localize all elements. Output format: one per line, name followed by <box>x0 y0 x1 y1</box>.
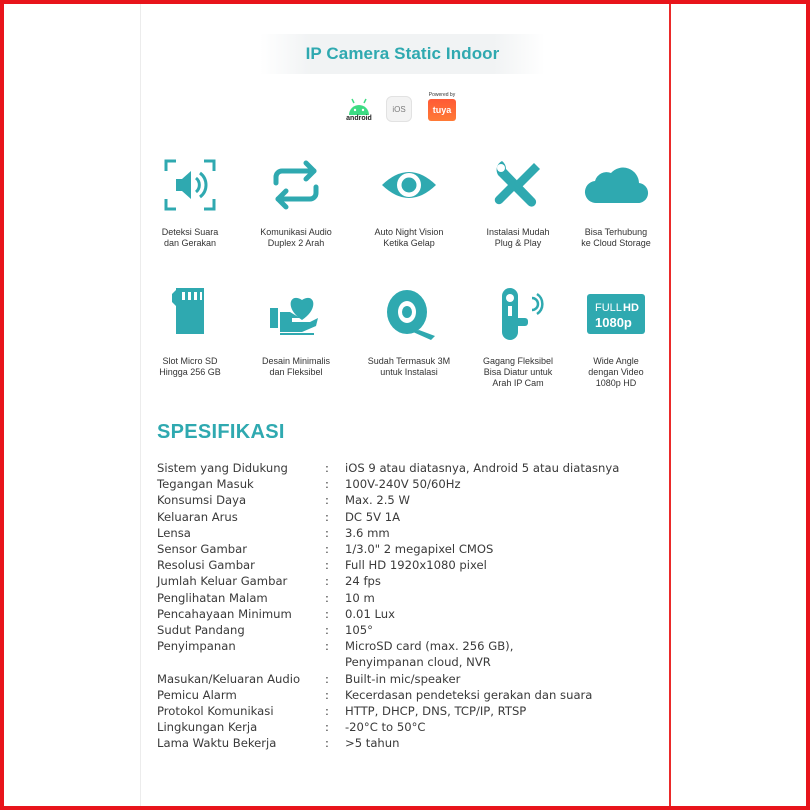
spec-value: 24 fps <box>345 574 381 589</box>
spec-colon: : <box>325 493 329 508</box>
platform-logos <box>340 92 464 128</box>
feature-caption-3: Arah IP Cam <box>492 378 544 388</box>
spec-row <box>157 606 647 622</box>
spec-value: 105° <box>345 623 373 638</box>
spec-colon: : <box>325 704 329 719</box>
feature-caption-1: Auto Night Vision <box>374 227 444 237</box>
feature-sound-detection <box>138 155 242 249</box>
feature-caption-2: Duplex 2 Arah <box>267 238 325 248</box>
spec-value: 10 m <box>345 590 375 605</box>
feature-caption-2: dengan Video <box>588 367 644 377</box>
spec-key: Keluaran Arus <box>157 509 238 524</box>
spec-colon-blank <box>325 654 345 670</box>
spec-key: Masukan/Keluaran Audio <box>157 671 301 686</box>
feature-caption-1: Deteksi Suara <box>161 227 219 237</box>
title-banner <box>260 34 545 74</box>
left-divider <box>140 4 141 806</box>
spec-row <box>157 671 647 687</box>
cloud-icon <box>581 155 651 215</box>
spec-value: 0.01 Lux <box>345 606 395 621</box>
spec-colon: : <box>325 736 329 751</box>
spec-colon: : <box>325 671 329 686</box>
spec-key: Protokol Komunikasi <box>157 704 274 719</box>
spec-row <box>157 573 647 589</box>
feature-night-vision <box>357 155 461 249</box>
spec-colon: : <box>325 606 329 621</box>
spec-row <box>157 735 647 751</box>
spec-key <box>157 654 325 670</box>
feature-two-way-audio <box>244 155 348 249</box>
spec-value: -20°C to 50°C <box>345 720 426 735</box>
spec-colon: : <box>325 525 329 540</box>
feature-caption-1: Gagang Fleksibel <box>482 356 554 366</box>
spec-value: Kecerdasan pendeteksi gerakan dan suara <box>345 687 593 702</box>
feature-caption-1: Desain Minimalis <box>261 356 331 366</box>
spec-value: HTTP, DHCP, DNS, TCP/IP, RTSP <box>345 704 527 719</box>
spec-value: MicroSD card (max. 256 GB), <box>345 639 514 654</box>
spec-value: Full HD 1920x1080 pixel <box>345 558 487 573</box>
spec-colon: : <box>325 720 329 735</box>
spec-key: Konsumsi Daya <box>157 493 247 508</box>
feature-caption-2: Plug & Play <box>494 238 542 248</box>
spec-key: Lama Waktu Bekerja <box>157 736 277 751</box>
feature-caption-2: dan Fleksibel <box>269 367 323 377</box>
spec-row <box>157 622 647 638</box>
feature-caption-1: Slot Micro SD <box>162 356 218 366</box>
feature-full-hd <box>564 284 668 389</box>
feature-caption-1: Wide Angle <box>593 356 639 366</box>
spec-key: Sensor Gambar <box>157 542 248 557</box>
spec-colon: : <box>325 623 329 638</box>
hd-badge-res: 1080p <box>595 315 632 330</box>
spec-colon: : <box>325 687 329 702</box>
spec-row <box>157 687 647 703</box>
feature-caption-1: Instalasi Mudah <box>486 227 550 237</box>
spec-colon: : <box>325 639 329 654</box>
spec-value: 3.6 mm <box>345 525 390 540</box>
spec-row <box>157 638 647 654</box>
full-hd-icon <box>581 284 651 344</box>
hd-badge-hd: HD <box>623 302 639 314</box>
sd-card-icon <box>160 284 220 344</box>
spec-row <box>157 525 647 541</box>
right-divider <box>669 4 671 806</box>
spec-value: 1/3.0" 2 megapixel CMOS <box>345 542 494 557</box>
spec-row <box>157 460 647 476</box>
hand-heart-icon <box>266 284 326 344</box>
spec-value: Penyimpanan cloud, NVR <box>345 655 491 670</box>
spec-table <box>157 460 647 752</box>
feature-caption-2: Bisa Diatur untuk <box>483 367 553 377</box>
spec-value: 100V-240V 50/60Hz <box>345 477 461 492</box>
spec-row <box>157 703 647 719</box>
spec-value: >5 tahun <box>345 736 400 751</box>
spec-key: Tegangan Masuk <box>157 477 254 492</box>
spec-key: Pemicu Alarm <box>157 687 237 702</box>
tools-icon <box>488 155 548 215</box>
spec-value: DC 5V 1A <box>345 509 401 524</box>
spec-value: iOS 9 atau diatasnya, Android 5 atau diatasnya <box>345 461 620 475</box>
hd-badge-full: FULL <box>595 302 622 314</box>
sound-detection-icon <box>160 155 220 215</box>
spec-colon: : <box>325 461 329 475</box>
android-label: android <box>346 115 372 122</box>
feature-caption-1: Bisa Terhubung <box>584 227 648 237</box>
spec-row <box>157 719 647 735</box>
feature-caption-2: untuk Instalasi <box>380 367 438 377</box>
spec-row <box>157 476 647 492</box>
spec-heading: SPESIFIKASI <box>157 421 285 443</box>
eye-icon <box>379 155 439 215</box>
tuya-icon <box>428 99 456 121</box>
feature-caption-2: Hingga 256 GB <box>159 367 221 377</box>
spec-colon: : <box>325 477 329 492</box>
spec-colon: : <box>325 542 329 557</box>
spec-row <box>157 509 647 525</box>
spec-key: Sudut Pandang <box>157 623 245 638</box>
feature-caption-1: Sudah Termasuk 3M <box>367 356 451 366</box>
page-title: IP Camera Static Indoor <box>305 44 500 63</box>
tuya-label: tuya <box>432 105 452 115</box>
spec-colon: : <box>325 574 329 589</box>
ios-icon <box>386 96 412 122</box>
spec-row <box>157 557 647 573</box>
two-way-audio-icon <box>266 155 326 215</box>
flexible-mount-icon <box>488 284 548 344</box>
feature-cloud <box>564 155 668 249</box>
spec-key: Lensa <box>157 525 191 540</box>
spec-key: Pencahayaan Minimum <box>157 606 292 621</box>
spec-key: Penglihatan Malam <box>157 590 268 605</box>
feature-caption-2: Ketika Gelap <box>383 238 435 248</box>
feature-micro-sd <box>138 284 242 378</box>
feature-caption-2: dan Gerakan <box>163 238 217 248</box>
feature-easy-install <box>466 155 570 249</box>
spec-colon: : <box>325 590 329 605</box>
tuya-logo <box>424 92 460 128</box>
spec-colon: : <box>325 558 329 573</box>
ios-label: iOS <box>392 104 406 114</box>
feature-caption-2: ke Cloud Storage <box>581 238 651 248</box>
feature-caption-3: 1080p HD <box>595 378 637 388</box>
spec-key: Resolusi Gambar <box>157 558 255 573</box>
spec-key: Penyimpanan <box>157 639 236 654</box>
spec-row <box>157 541 647 557</box>
spec-key: Sistem yang Didukung <box>157 461 288 475</box>
spec-row-continuation <box>157 654 647 670</box>
tape-icon <box>379 284 439 344</box>
spec-value: Built-in mic/speaker <box>345 671 461 686</box>
feature-3m-tape <box>357 284 461 378</box>
spec-key: Lingkungan Kerja <box>157 720 258 735</box>
spec-key: Jumlah Keluar Gambar <box>157 574 288 589</box>
spec-value: Max. 2.5 W <box>345 493 410 508</box>
spec-colon: : <box>325 509 329 524</box>
spec-row <box>157 590 647 606</box>
spec-row <box>157 492 647 508</box>
feature-minimalist <box>244 284 348 378</box>
tuya-powered-label: Powered by <box>428 92 456 98</box>
feature-flexible-mount <box>466 284 570 389</box>
feature-caption-1: Komunikasi Audio <box>260 227 332 237</box>
